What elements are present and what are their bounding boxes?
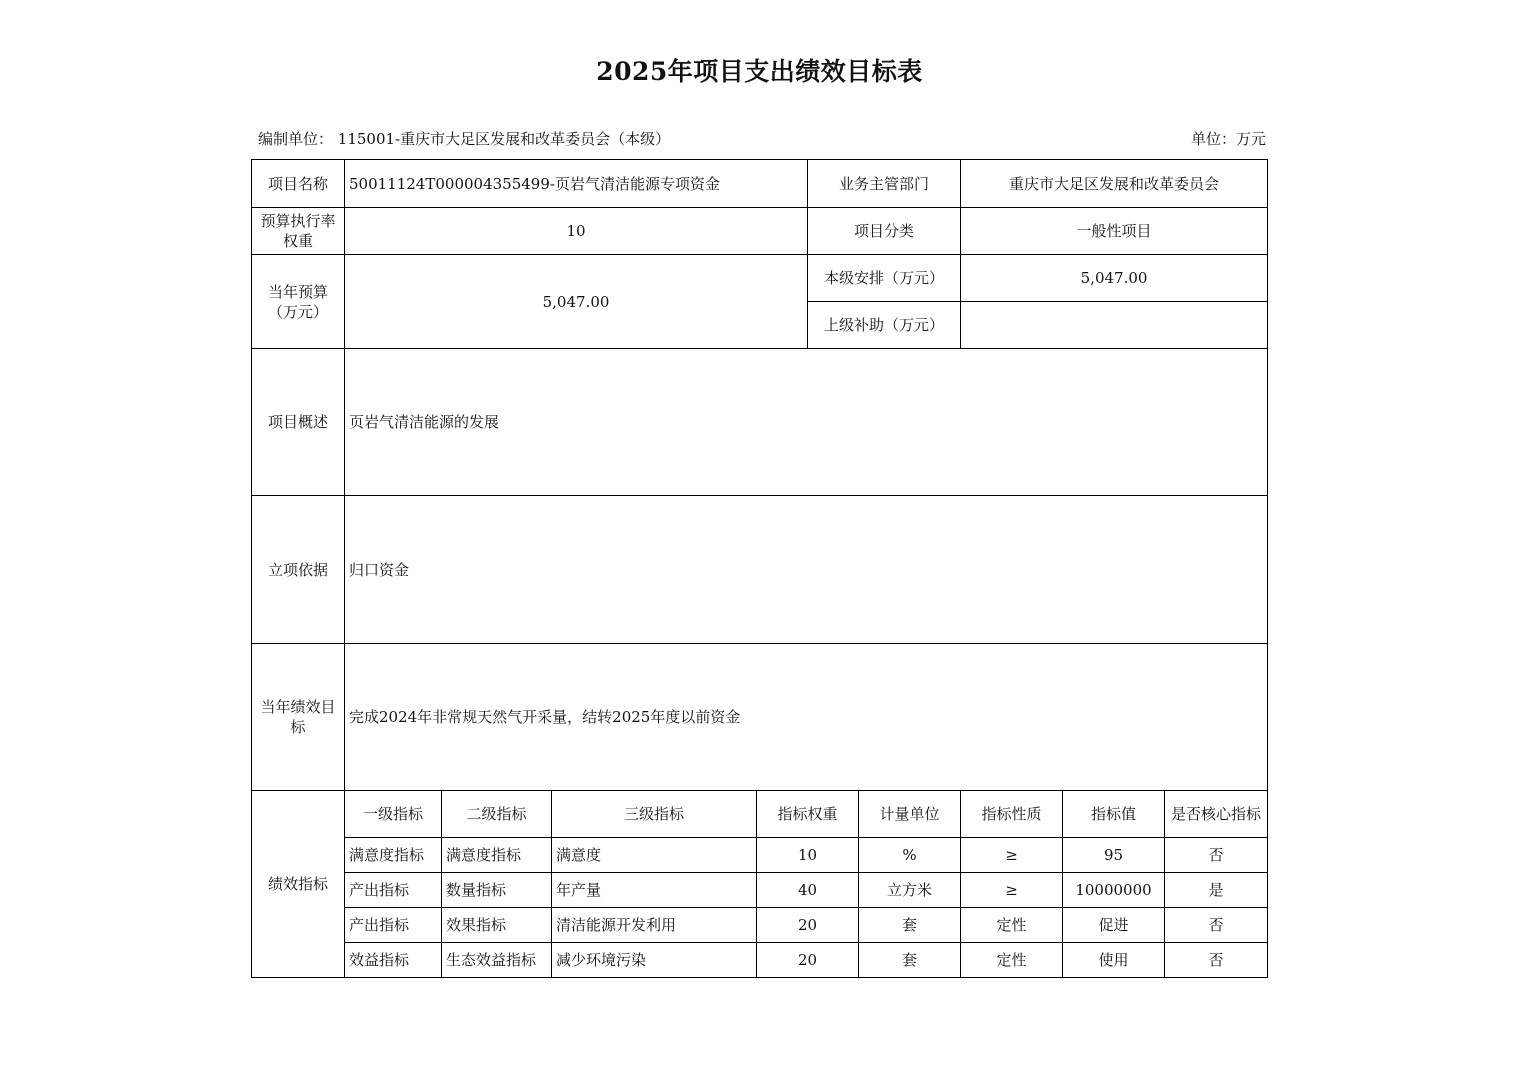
- weight-label: 预算执行率权重: [252, 208, 345, 255]
- category-value: 一般性项目: [961, 208, 1268, 255]
- local-funding-value: 5,047.00: [961, 255, 1268, 302]
- indicator-header: 一级指标: [345, 791, 442, 838]
- goal-value: 完成2024年非常规天然气开采量，结转2025年度以前资金: [345, 644, 1268, 791]
- page-title: 2025年项目支出绩效目标表: [596, 57, 923, 86]
- indicator-value: 10000000: [1063, 873, 1165, 908]
- compiling-unit: [258, 128, 670, 149]
- indicator-level1: 效益指标: [345, 943, 442, 978]
- basis-value: 归口资金: [345, 496, 1268, 644]
- table-row: [252, 943, 1268, 978]
- indicator-nature: 定性: [961, 908, 1063, 943]
- indicator-unit: 套: [859, 943, 961, 978]
- indicator-level3: 清洁能源开发利用: [552, 908, 757, 943]
- indicator-level3: 减少环境污染: [552, 943, 757, 978]
- indicator-level2: 生态效益指标: [442, 943, 552, 978]
- indicator-unit: 套: [859, 908, 961, 943]
- indicator-header: 指标权重: [757, 791, 859, 838]
- table-row: [252, 838, 1268, 873]
- indicator-level3: 满意度: [552, 838, 757, 873]
- indicator-level1: 产出指标: [345, 873, 442, 908]
- indicator-core: 否: [1165, 908, 1268, 943]
- indicator-weight: 10: [757, 838, 859, 873]
- dept-label: 业务主管部门: [808, 160, 961, 208]
- indicator-level2: 效果指标: [442, 908, 552, 943]
- indicator-header: 指标性质: [961, 791, 1063, 838]
- table-row: [252, 908, 1268, 943]
- indicator-header: 二级指标: [442, 791, 552, 838]
- dept-value: 重庆市大足区发展和改革委员会: [961, 160, 1268, 208]
- indicator-header: 计量单位: [859, 791, 961, 838]
- compiling-unit-value: 115001-重庆市大足区发展和改革委员会（本级）: [337, 130, 671, 148]
- indicator-level3: 年产量: [552, 873, 757, 908]
- indicator-weight: 20: [757, 908, 859, 943]
- indicator-unit: %: [859, 838, 961, 873]
- currency-unit: 单位：万元: [1190, 130, 1266, 148]
- indicator-weight: 20: [757, 943, 859, 978]
- indicator-core: 是: [1165, 873, 1268, 908]
- overview-value: 页岩气清洁能源的发展: [345, 349, 1268, 496]
- project-name-value: 50011124T000004355499-页岩气清洁能源专项资金: [345, 160, 808, 208]
- indicator-value: 95: [1063, 838, 1165, 873]
- indicator-unit: 立方米: [859, 873, 961, 908]
- indicator-nature: 定性: [961, 943, 1063, 978]
- upper-subsidy-value: [961, 302, 1268, 349]
- basis-label: 立项依据: [252, 496, 345, 644]
- performance-target-table: [251, 159, 1268, 978]
- indicator-level2: 满意度指标: [442, 838, 552, 873]
- budget-value: 5,047.00: [345, 255, 808, 349]
- weight-value: 10: [345, 208, 808, 255]
- indicator-nature: ≥: [961, 873, 1063, 908]
- indicator-header: 指标值: [1063, 791, 1165, 838]
- overview-label: 项目概述: [252, 349, 345, 496]
- project-name-label: 项目名称: [252, 160, 345, 208]
- indicator-core: 否: [1165, 838, 1268, 873]
- indicator-header: 三级指标: [552, 791, 757, 838]
- indicator-core: 否: [1165, 943, 1268, 978]
- category-label: 项目分类: [808, 208, 961, 255]
- indicator-weight: 40: [757, 873, 859, 908]
- indicators-label: 绩效指标: [252, 791, 345, 978]
- indicator-header: 是否核心指标: [1165, 791, 1268, 838]
- goal-label: 当年绩效目标: [252, 644, 345, 791]
- indicator-level1: 产出指标: [345, 908, 442, 943]
- budget-label: 当年预算（万元）: [252, 255, 345, 349]
- compiling-unit-label: 编制单位：: [258, 130, 334, 148]
- indicator-level2: 数量指标: [442, 873, 552, 908]
- indicator-level1: 满意度指标: [345, 838, 442, 873]
- indicator-nature: ≥: [961, 838, 1063, 873]
- table-row: [252, 873, 1268, 908]
- indicator-value: 促进: [1063, 908, 1165, 943]
- local-funding-label: 本级安排（万元）: [808, 255, 961, 302]
- indicator-value: 使用: [1063, 943, 1165, 978]
- upper-subsidy-label: 上级补助（万元）: [808, 302, 961, 349]
